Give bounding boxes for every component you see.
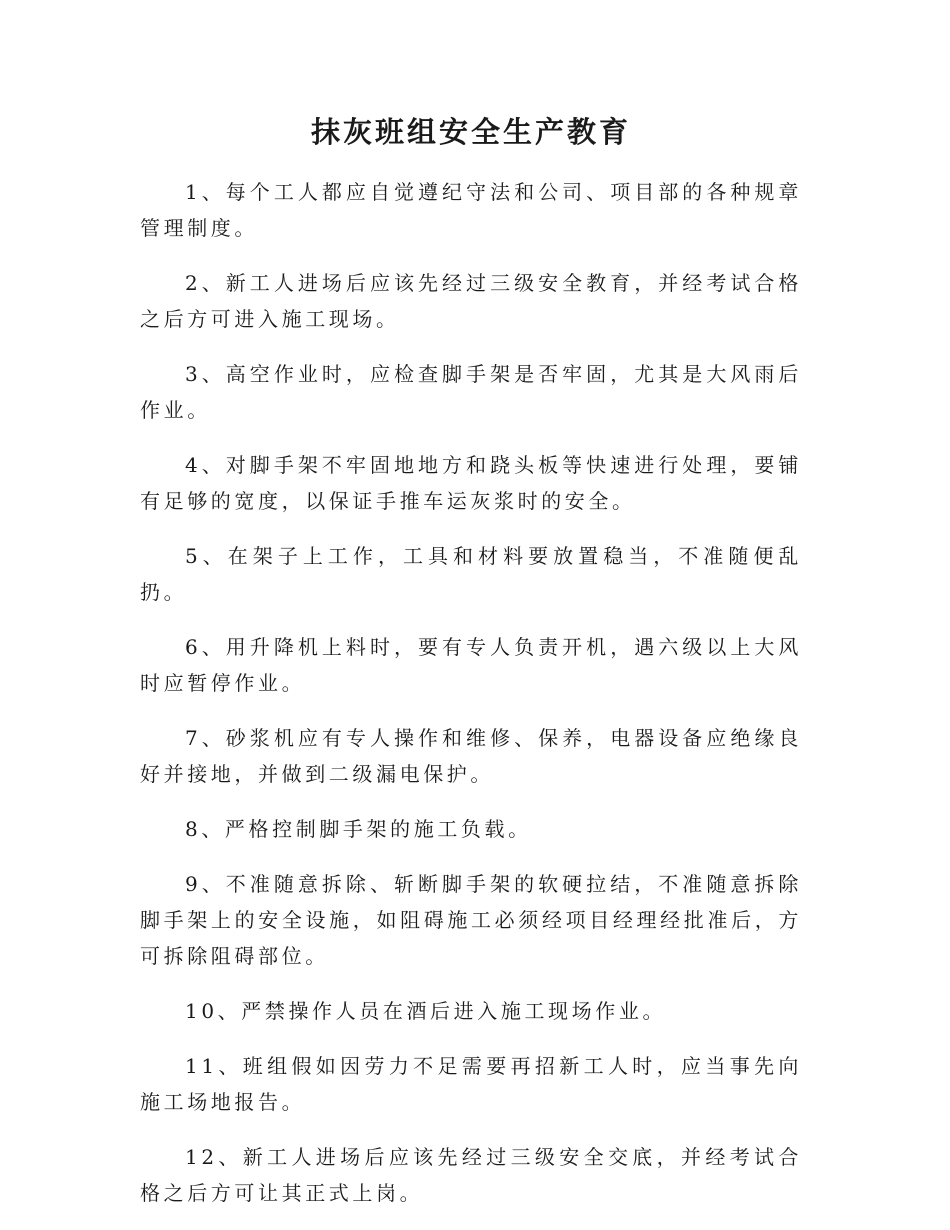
rule-item-11: 11、班组假如因劳力不足需要再招新工人时，应当事先向施工场地报告。	[140, 1054, 802, 1114]
rule-item-5: 5、在架子上工作，工具和材料要放置稳当，不准随便乱扔。	[140, 544, 802, 604]
rule-item-9: 9、不准随意拆除、斩断脚手架的软硬拉结，不准随意拆除脚手架上的安全设施，如阻碍施工必须经项目经理经批准后，方可拆除阻碍部位。	[140, 872, 802, 968]
rule-item-8: 8、严格控制脚手架的施工负载。	[185, 817, 532, 841]
rule-item-6: 6、用升降机上料时，要有专人负责开机，遇六级以上大风时应暂停作业。	[140, 635, 802, 695]
rule-item-3: 3、高空作业时，应检查脚手架是否牢固，尤其是大风雨后作业。	[140, 362, 802, 422]
rule-item-2: 2、新工人进场后应该先经过三级安全教育，并经考试合格之后方可进入施工现场。	[140, 271, 802, 331]
document-title: 抹灰班组安全生产教育	[310, 115, 631, 149]
rule-item-10: 10、严禁操作人员在酒后进入施工现场作业。	[185, 999, 667, 1023]
rule-item-4: 4、对脚手架不牢固地地方和跷头板等快速进行处理，要铺有足够的宽度，以保证手推车运灰浆时的安全。	[140, 453, 802, 513]
rule-item-1: 1、每个工人都应自觉遵纪守法和公司、项目部的各种规章管理制度。	[140, 180, 802, 240]
rule-item-7: 7、砂浆机应有专人操作和维修、保养，电器设备应绝缘良好并接地，并做到二级漏电保护。	[140, 726, 802, 786]
rule-item-12: 12、新工人进场后应该先经过三级安全交底，并经考试合格之后方可让其正式上岗。	[140, 1145, 802, 1205]
